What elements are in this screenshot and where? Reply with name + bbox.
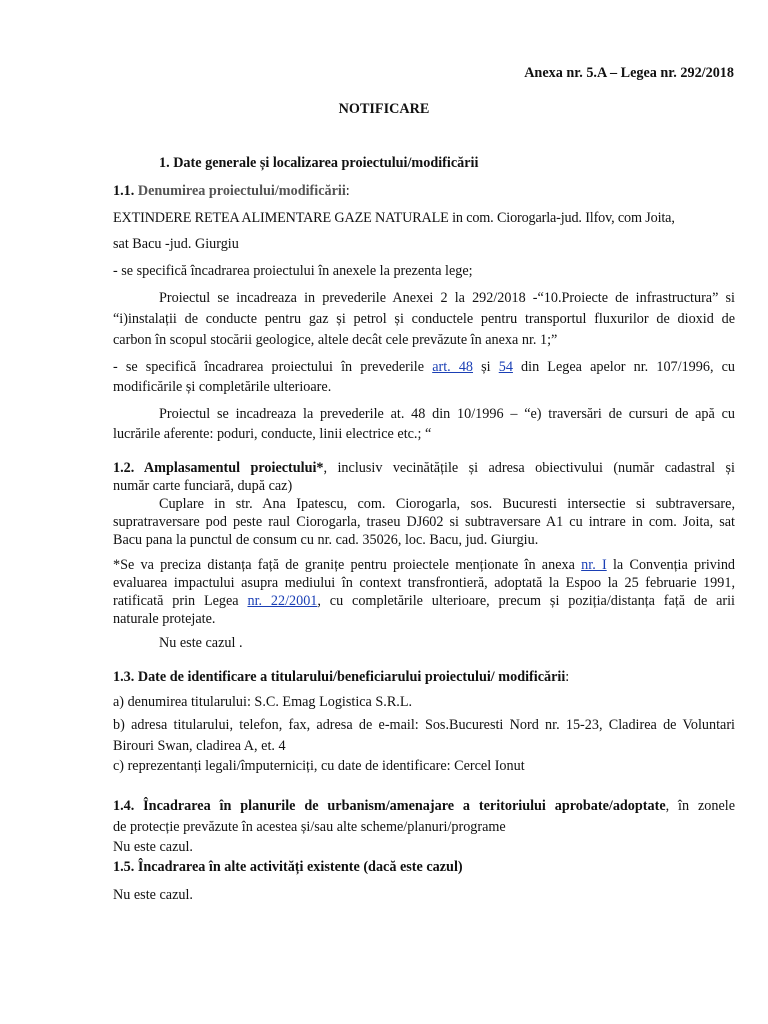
- section-1-3-title: 1.3. Date de identificare a titularului/beneficiarului proiectului/ modificării: [113, 669, 566, 685]
- note-line-2: evaluarea impactului asupra mediului în context transfrontieră, adoptată la Espoo la 25 februarie 1991,: [113, 575, 735, 591]
- annex-spec-line: - se specifică încadrarea proiectului în anexele la prezenta lege;: [113, 263, 473, 279]
- note-text-a: *Se va preciza distanța față de granițe pentru proiectele menționate în anexa: [113, 557, 575, 573]
- holder-representatives: c) reprezentanți legali/împuterniciți, cu date de identificare: Cercel Ionut: [113, 758, 525, 774]
- section-number: 1.1.: [113, 183, 135, 199]
- location-line-1: Cuplare in str. Ana Ipatescu, com. Ciorogarla, sos. Bucuresti intersectie si subtraversare,: [159, 496, 735, 512]
- law-22-2001-link[interactable]: nr. 22/2001: [247, 593, 318, 609]
- note-line-3: [113, 592, 735, 610]
- section-1-2-heading: 1.2. Amplasamentul proiectului*: [113, 460, 324, 476]
- document-title: NOTIFICARE: [338, 101, 430, 117]
- note-text-b: la Convenția privind: [612, 557, 736, 573]
- project-name-line-1: EXTINDERE RETEA ALIMENTARE GAZE NATURALE in com. Ciorogarla-jud. Ilfov, com Joita,: [113, 210, 675, 226]
- section-1-5-answer: Nu este cazul.: [113, 887, 193, 903]
- section-label: Denumirea proiectului/modificării: [137, 183, 346, 199]
- note-text-d: , cu completările ulterioare, precum și poziția/distanța față de arii: [317, 593, 736, 609]
- section-1-4-answer: Nu este cazul.: [113, 839, 193, 855]
- section-1-4-heading: 1.4. Încadrarea în planurile de urbanism/amenajare a teritoriului aprobate/adoptate: [113, 798, 666, 814]
- section-1-4-line-2: de protecție prevăzute în acestea și/sau alte scheme/planuri/programe: [113, 819, 506, 835]
- section-1-4-line-1: [113, 797, 735, 815]
- holder-address-line-2: Birouri Swan, cladirea A, et. 4: [113, 738, 286, 754]
- holder-name: a) denumirea titularului: S.C. Emag Logistica S.R.L.: [113, 694, 413, 710]
- annex-i-link[interactable]: nr. I: [581, 557, 607, 573]
- art-48-link[interactable]: art. 48: [432, 359, 474, 375]
- section-1-2-answer: Nu este cazul .: [159, 635, 243, 651]
- holder-address-line-1: b) adresa titularului, telefon, fax, adresa de e-mail: Sos.Bucuresti Nord nr. 15-23, Cladirea de Voluntari: [113, 717, 735, 733]
- p1-line-3: carbon în scopul stocării geologice, altele decât cele prevăzute în anexa nr. 1;”: [113, 332, 558, 348]
- p2-line-2: lucrările aferente: poduri, conducte, linii electrice etc.; “: [113, 426, 432, 442]
- section-1-1-heading: [113, 182, 735, 200]
- section-1-5-heading: 1.5. Încadrarea în alte activități existente (dacă este cazul): [113, 859, 463, 875]
- section-1-2-line-1: [113, 459, 735, 477]
- section-colon: :: [345, 183, 350, 199]
- section-1-3-heading: [113, 668, 735, 686]
- section-1-4-rest: , în zonele: [665, 798, 735, 814]
- p1-line-1: Proiectul se incadreaza in prevederile Anexei 2 la 292/2018 -“10.Proiecte de infrastructura” si: [159, 290, 735, 306]
- p2-line-1: Proiectul se incadreaza la prevederile at. 48 din 10/1996 – “e) traversări de cursuri de apă cu: [159, 406, 735, 422]
- water-law-line-2: modificările și completările ulterioare.: [113, 379, 332, 395]
- note-line-4: naturale protejate.: [113, 611, 216, 627]
- annex-reference: Anexa nr. 5.A – Legea nr. 292/2018: [524, 65, 734, 81]
- section-1-heading: 1. Date generale și localizarea proiectului/modificării: [159, 155, 479, 171]
- section-1-3-colon: :: [565, 669, 570, 685]
- water-law-and: și: [481, 359, 491, 375]
- location-line-2: supratraversare pod peste raul Ciorogarla, traseu DJ602 si subtraversare A1 cu intrare in com. Joita, sat: [113, 514, 735, 530]
- section-1-2-rest: , inclusiv vecinătățile și adresa obiectivului (număr cadastral și: [323, 460, 735, 476]
- section-1-2-line-2: număr carte funciară, după caz): [113, 478, 293, 494]
- art-54-link[interactable]: 54: [498, 359, 513, 375]
- water-law-line-1: [113, 358, 735, 376]
- p1-line-2: “i)instalații de conducte pentru gaz și petrol și conductele pentru transportul fluxurilor de dioxid de: [113, 311, 735, 327]
- location-line-3: Bacu pana la punctul de consum cu nr. cad. 35026, loc. Bacu, jud. Giurgiu.: [113, 532, 539, 548]
- project-name-line-2: sat Bacu -jud. Giurgiu: [113, 236, 239, 252]
- note-line-1: [113, 556, 735, 574]
- water-law-text-b: din Legea apelor nr. 107/1996, cu: [521, 359, 736, 375]
- water-law-text-a: - se specifică încadrarea proiectului în prevederile: [113, 359, 425, 375]
- note-text-c: ratificată prin Legea: [113, 593, 239, 609]
